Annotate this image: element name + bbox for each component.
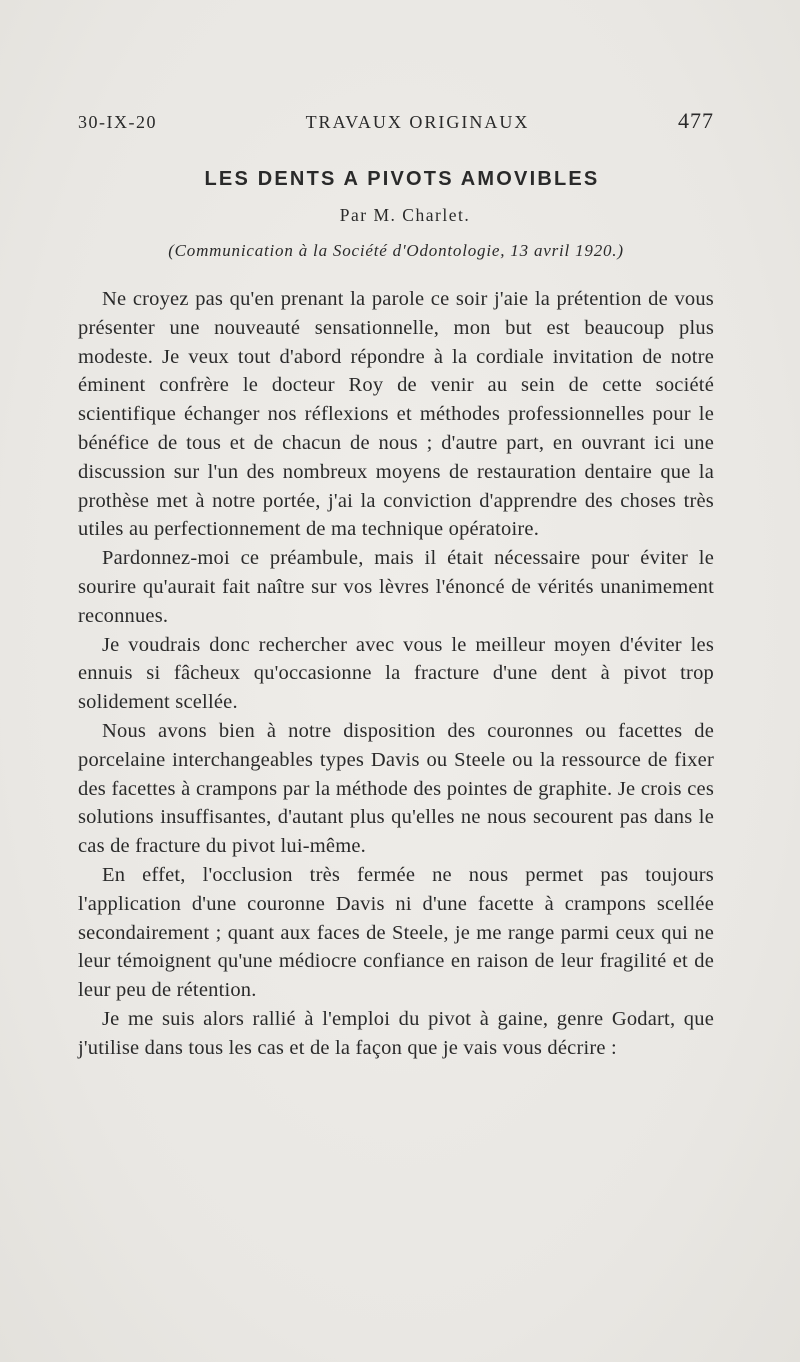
article-title: LES DENTS A PIVOTS AMOVIBLES (204, 168, 600, 190)
paragraph: Je voudrais donc rechercher avec vous le meilleur moyen d'éviter les ennuis si fâcheux qu'occasionne la fracture d'une dent à pivot trop solidement scellée. (78, 633, 714, 714)
paragraph: En effet, l'occlusion très fermée ne nous permet pas toujours l'application d'une couronne Davis ni d'une facette à crampons scellée secondairement ; quant aux faces de Steele, je me range parmi ceux qui ne leur témoignent qu'une médiocre confiance en raison de leur fragilité et de leur peu de rétention. (78, 863, 714, 1002)
page-number: 477 (677, 108, 714, 133)
article-body (78, 285, 714, 1063)
paragraph: Pardonnez-moi ce préambule, mais il était nécessaire pour éviter le sourire qu'aurait fait naître sur vos lèvres l'énoncé de vérités unanimement reconnues. (78, 547, 714, 627)
article-citation: (Communication à la Société d'Odontologie, 13 avril 1920.) (168, 241, 624, 260)
paragraph: Nous avons bien à notre disposition des couronnes ou facettes de porcelaine interchangeables types Davis ou Steele ou la ressource de fixer des facettes à crampons par la méthode des pointes de graphite. Je crois ces solutions insuffisantes, d'autant plus qu'elles ne nous secourent pas dans le cas de fracture du pivot lui-même. (78, 719, 714, 858)
paragraph: Je me suis alors rallié à l'emploi du pivot à gaine, genre Godart, que j'utilise dans tous les cas et de la façon que je vais vous décrire : (78, 1007, 714, 1059)
running-head-section: TRAVAUX ORIGINAUX (305, 112, 530, 132)
running-head-date: 30-IX-20 (78, 112, 157, 132)
running-head (78, 108, 714, 142)
article-byline: Par M. Charlet. (339, 205, 471, 225)
paragraph: Ne croyez pas qu'en prenant la parole ce soir j'aie la prétention de vous présenter une nouveauté sensationnelle, mon but est beaucoup plus modeste. Je veux tout d'abord répondre à la cordiale invitation de notre éminent confrère le docteur Roy de venir au sein de cette société scientifique échanger nos réflexions et méthodes professionnelles pour le bénéfice de tous et de chacun de nous ; d'autre part, en ouvrant ici une discussion sur l'un des nombreux moyens de restauration dentaire que la prothèse met à notre portée, j'ai la conviction d'apprendre des choses très utiles au perfectionnement de ma technique opératoire. (78, 288, 714, 541)
